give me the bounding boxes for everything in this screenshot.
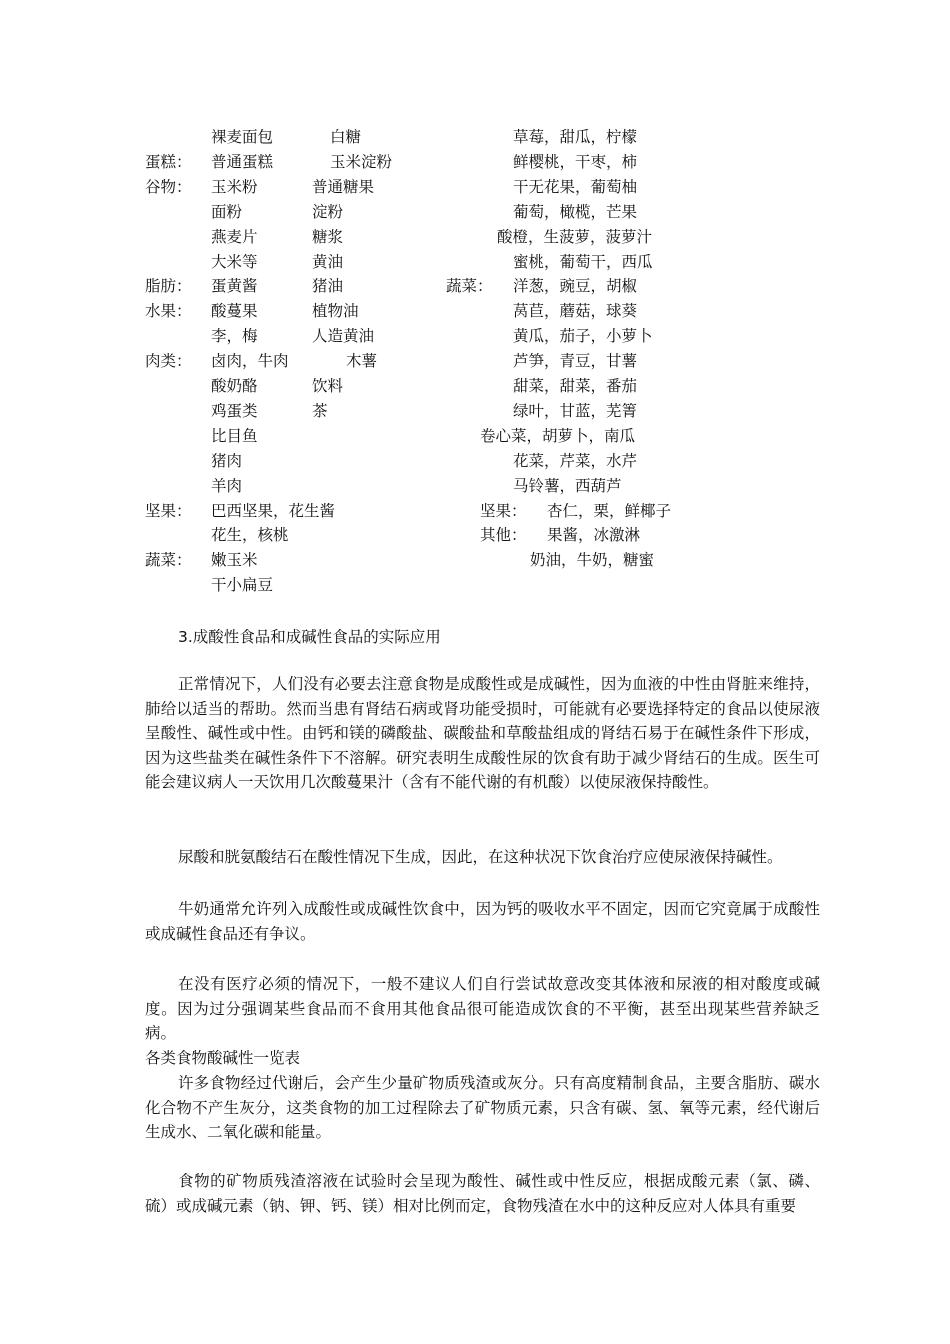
neutral-food-item: 糖浆 [312,227,344,246]
acid-food-item: 大米等 [211,252,258,271]
category-label: 肉类： [145,352,192,371]
acid-food-item: 巴西坚果，花生酱 [211,501,336,520]
neutral-food-item: 人造黄油 [312,327,375,346]
alkaline-food-item: 花菜，芹菜，水芹 [513,451,638,470]
category-label: 蔬菜： [145,551,192,570]
acid-food-item: 玉米粉 [211,177,258,196]
paragraph: 正常情况下，人们没有必要去注意食物是成酸性或是成碱性，因为血液的中性由肾脏来维持，肺给以适当的帮助。然而当患有肾结石病或肾功能受损时，可能就有必要选择特定的食品以使尿液呈酸性、碱性或中性。由钙和镁的磷酸盐、碳酸盐和草酸盐组成的肾结石易于在碱性条件下形成，因为这些盐类在碱性条件下不溶解。研究表明生成酸性尿的饮食有助于减少肾结石的生成。医生可能会建议病人一天饮用几次酸蔓果汁（含有不能代谢的有机酸）以使尿液保持酸性。 [145,675,820,791]
paragraph: 尿酸和胱氨酸结石在酸性情况下生成，因此，在这种状况下饮食治疗应使尿液保持碱性。 [178,848,783,866]
category-label: 其他： [480,526,527,545]
acid-food-item: 花生，核桃 [211,526,289,545]
neutral-food-item: 黄油 [312,252,344,271]
category-label: 坚果： [480,501,527,520]
alkaline-food-item: 干无花果，葡萄柚 [513,177,638,196]
category-label: 谷物： [145,177,192,196]
acid-food-item: 裸麦面包 [211,128,274,146]
alkaline-food-item: 酸橙，生菠萝，菠萝汁 [497,227,653,246]
alkaline-food-item: 卷心菜，胡萝卜，南瓜 [480,426,636,445]
section-heading: 3.成酸性食品和成碱性食品的实际应用 [178,628,441,646]
alkaline-food-item: 果酱，冰激淋 [547,526,641,545]
acid-food-item: 酸奶酪 [211,377,258,395]
acid-food-item: 嫩玉米 [211,551,258,570]
category-label: 水果： [145,302,192,321]
neutral-food-item: 淀粉 [312,202,344,221]
category-label: 蔬菜： [446,277,493,296]
neutral-food-item: 饮料 [312,377,344,395]
alkaline-food-item: 奶油，牛奶，糖蜜 [530,551,655,570]
paragraph: 许多食物经过代谢后，会产生少量矿物质残渣或灰分。只有高度精制食品，主要含脂肪、碳水化合物不产生灰分，这类食物的加工过程除去了矿物质元素，只含有碳、氢、氧等元素，经代谢后生成水、二氧化碳和能量。 [145,1074,820,1141]
neutral-food-item: 木薯 [346,352,378,371]
paragraph: 食物的矿物质残渣溶液在试验时会呈现为酸性、碱性或中性反应，根据成酸元素（氯、磷、硫）或成碱元素（钠、钾、钙、镁）相对比例而定，食物残渣在水中的这种反应对人体具有重要 [145,1172,820,1215]
alkaline-food-item: 洋葱，豌豆，胡椒 [513,277,638,296]
category-label: 坚果： [145,501,192,520]
table-title: 各类食物酸碱性一览表 [145,1049,301,1067]
alkaline-food-item: 蜜桃，葡萄干，西瓜 [513,252,653,271]
acid-food-item: 面粉 [211,202,243,221]
neutral-food-item: 白糖 [330,128,362,146]
alkaline-food-item: 马铃薯，西葫芦 [513,476,622,495]
acid-food-item: 卤肉，牛肉 [211,352,289,371]
acid-food-item: 燕麦片 [211,227,258,246]
alkaline-food-item: 黄瓜，茄子，小萝卜 [513,327,653,346]
alkaline-food-item: 鲜樱桃，干枣，柿 [513,152,638,171]
neutral-food-item: 玉米淀粉 [330,152,393,171]
neutral-food-item: 猪油 [312,277,344,296]
alkaline-food-item: 莴苣，蘑菇，球葵 [513,302,638,321]
acid-food-item: 李，梅 [211,327,258,346]
acid-food-item: 蛋黄酱 [211,277,258,296]
acid-food-item: 干小扁豆 [211,576,274,595]
alkaline-food-item: 绿叶，甘蓝，芜箐 [513,401,638,420]
neutral-food-item: 茶 [312,401,328,420]
paragraph: 在没有医疗必须的情况下，一般不建议人们自行尝试故意改变其体液和尿液的相对酸度或碱度。因为过分强调某些食品而不食用其他食品很可能造成饮食的不平衡，甚至出现某些营养缺乏病。 [145,975,820,1042]
acid-food-item: 普通蛋糕 [211,152,274,171]
neutral-food-item: 普通糖果 [312,177,375,196]
alkaline-food-item: 甜菜，甜菜，番茄 [513,377,638,395]
alkaline-food-item: 芦笋，青豆，甘薯 [513,352,638,371]
acid-food-item: 羊肉 [211,476,243,495]
alkaline-food-item: 草莓，甜瓜，柠檬 [513,128,638,146]
acid-food-item: 猪肉 [211,451,243,470]
acid-food-item: 酸蔓果 [211,302,258,321]
acid-food-item: 比目鱼 [211,426,258,445]
category-label: 蛋糕： [145,152,192,171]
alkaline-food-item: 杏仁，栗，鲜椰子 [547,501,672,520]
acid-food-item: 鸡蛋类 [211,401,258,420]
alkaline-food-item: 葡萄，橄榄，芒果 [513,202,638,221]
paragraph: 牛奶通常允许列入成酸性或成碱性饮食中，因为钙的吸收水平不固定，因而它究竟属于成酸性或成碱性食品还有争议。 [145,900,820,943]
category-label: 脂肪： [145,277,192,296]
neutral-food-item: 植物油 [312,302,359,321]
